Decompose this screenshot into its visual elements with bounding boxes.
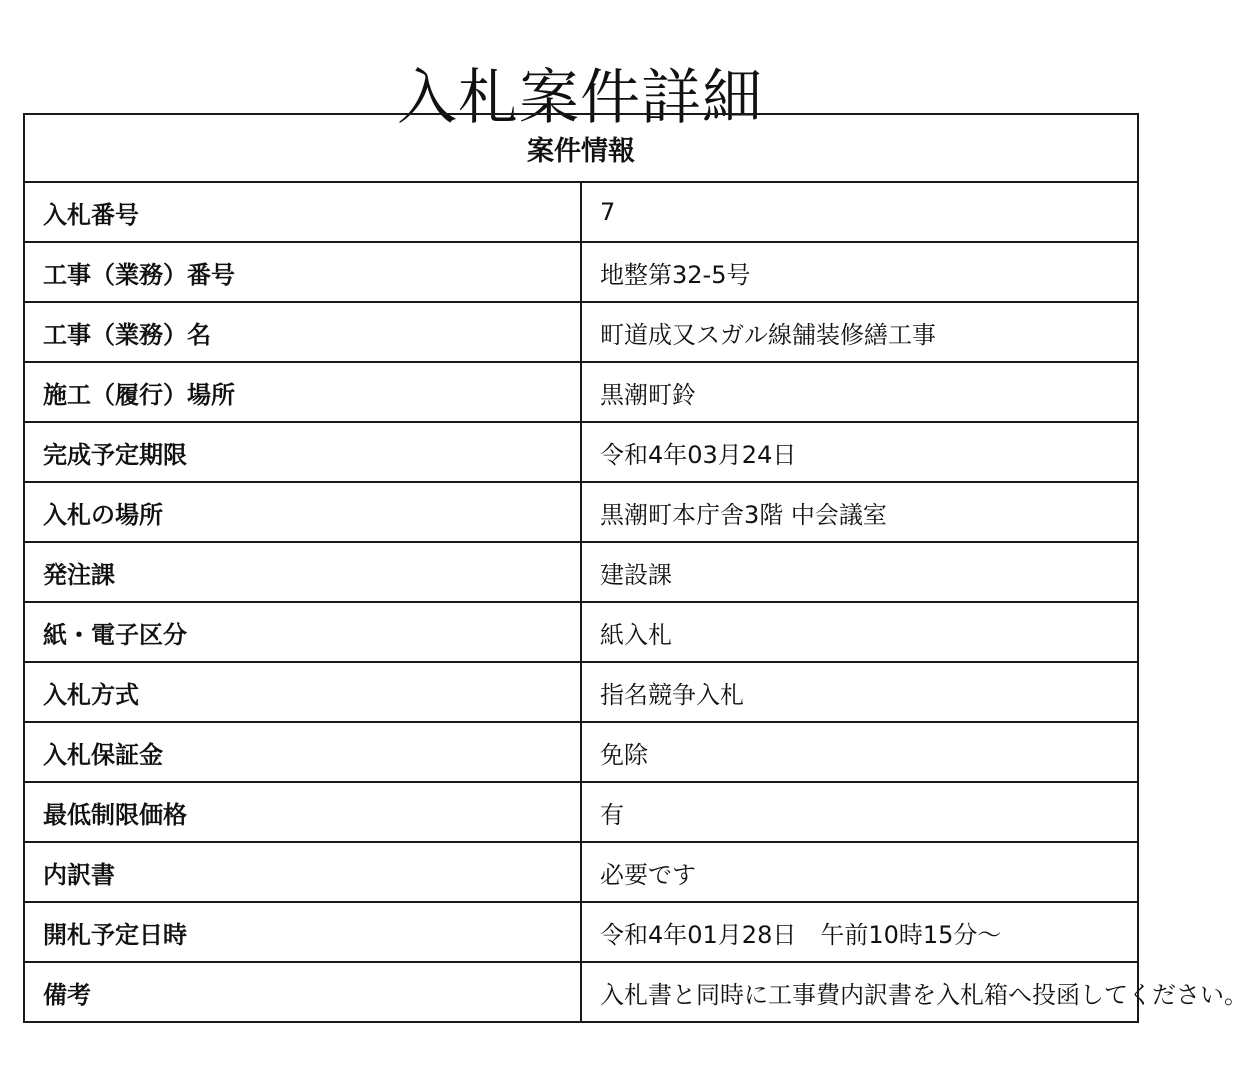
table-header-row	[24, 114, 1138, 182]
row-value: 建設課	[581, 542, 1138, 602]
row-label: 発注課	[24, 542, 581, 602]
row-label: 内訳書	[24, 842, 581, 902]
section-header: 案件情報	[24, 114, 1138, 182]
row-value: 地整第32-5号	[581, 242, 1138, 302]
row-value: 入札書と同時に工事費内訳書を入札箱へ投函してください。	[581, 962, 1138, 1022]
row-minimum-price	[24, 782, 1138, 842]
row-bid-venue	[24, 482, 1138, 542]
row-label: 施工（履行）場所	[24, 362, 581, 422]
row-completion-deadline	[24, 422, 1138, 482]
row-label: 紙・電子区分	[24, 602, 581, 662]
row-label: 工事（業務）名	[24, 302, 581, 362]
row-value: 黒潮町鈴	[581, 362, 1138, 422]
row-label: 備考	[24, 962, 581, 1022]
row-label: 開札予定日時	[24, 902, 581, 962]
row-value: 黒潮町本庁舎3階 中会議室	[581, 482, 1138, 542]
row-value: 免除	[581, 722, 1138, 782]
row-paper-electronic	[24, 602, 1138, 662]
row-bid-bond	[24, 722, 1138, 782]
row-value: 令和4年01月28日 午前10時15分～	[581, 902, 1138, 962]
row-project-name	[24, 302, 1138, 362]
row-label: 工事（業務）番号	[24, 242, 581, 302]
row-bid-method	[24, 662, 1138, 722]
row-value: 7	[581, 182, 1138, 242]
row-value: 紙入札	[581, 602, 1138, 662]
row-value: 有	[581, 782, 1138, 842]
row-value: 町道成又スガル線舗装修繕工事	[581, 302, 1138, 362]
row-breakdown	[24, 842, 1138, 902]
row-opening-datetime	[24, 902, 1138, 962]
row-value: 令和4年03月24日	[581, 422, 1138, 482]
row-value: 必要です	[581, 842, 1138, 902]
row-project-number	[24, 242, 1138, 302]
row-label: 最低制限価格	[24, 782, 581, 842]
row-label: 入札番号	[24, 182, 581, 242]
row-remarks	[24, 962, 1138, 1022]
row-label: 入札の場所	[24, 482, 581, 542]
row-label: 入札方式	[24, 662, 581, 722]
row-site-location	[24, 362, 1138, 422]
row-bid-number	[24, 182, 1138, 242]
row-value: 指名競争入札	[581, 662, 1138, 722]
row-label: 入札保証金	[24, 722, 581, 782]
tender-details-table	[23, 113, 1248, 1023]
row-ordering-department	[24, 542, 1138, 602]
row-label: 完成予定期限	[24, 422, 581, 482]
page-title: 入札案件詳細	[397, 63, 763, 134]
